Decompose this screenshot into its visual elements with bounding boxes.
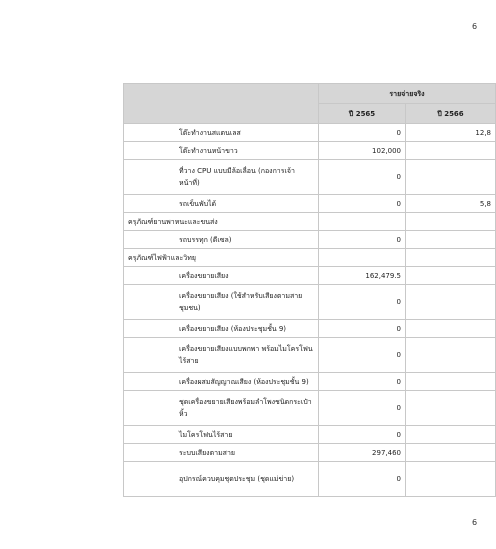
item-label: โต๊ะทำงานสแตนเลส — [124, 124, 319, 142]
table-row — [124, 195, 496, 213]
value-2565: 102,000 — [319, 142, 406, 160]
value-2566: 12,8 — [406, 124, 496, 142]
value-2565: 0 — [319, 426, 406, 444]
item-label: รถบรรทุก (ดีเซล) — [124, 231, 319, 249]
value-2566 — [406, 267, 496, 285]
item-label: อุปกรณ์ควบคุมชุดประชุม (ชุดแม่ข่าย) — [124, 462, 319, 497]
item-label: รถเข็นพับได้ — [124, 195, 319, 213]
value-2566 — [406, 142, 496, 160]
value-2566 — [406, 426, 496, 444]
item-label: ชุดเครื่องขยายเสียงพร้อมลำโพงชนิดกระเป๋าหิ้ว — [124, 391, 319, 426]
value-2565 — [319, 213, 406, 231]
expenditure-table — [123, 83, 496, 497]
value-2565: 0 — [319, 373, 406, 391]
value-2565: 0 — [319, 338, 406, 373]
value-2565 — [319, 249, 406, 267]
value-2566 — [406, 338, 496, 373]
table-row — [124, 124, 496, 142]
value-2566 — [406, 373, 496, 391]
value-2565: 0 — [319, 285, 406, 320]
value-2566: 5,8 — [406, 195, 496, 213]
item-label: โต๊ะทำงานหน้าขาว — [124, 142, 319, 160]
table-row — [124, 249, 496, 267]
value-2565: 162,479.5 — [319, 267, 406, 285]
value-2566 — [406, 391, 496, 426]
item-label: เครื่องขยายเสียงแบบพกพา พร้อมไมโครโฟนไร้สาย — [124, 338, 319, 373]
value-2565: 0 — [319, 195, 406, 213]
table-row — [124, 426, 496, 444]
table-row — [124, 231, 496, 249]
value-2565: 0 — [319, 124, 406, 142]
value-2566 — [406, 462, 496, 497]
value-2566 — [406, 320, 496, 338]
item-label: เครื่องขยายเสียง (ใช้สำหรับเสียงตามสายชุมชน) — [124, 285, 319, 320]
table-row — [124, 373, 496, 391]
header-year-2566: ปี 2566 — [406, 104, 496, 124]
table-row — [124, 338, 496, 373]
page-number-bottom: 6 — [472, 518, 478, 527]
header-year-2565: ปี 2565 — [319, 104, 406, 124]
value-2566 — [406, 285, 496, 320]
value-2565: 0 — [319, 462, 406, 497]
table-row — [124, 462, 496, 497]
item-label: ระบบเสียงตามสาย — [124, 444, 319, 462]
item-label: เครื่องผสมสัญญาณเสียง (ห้องประชุมชั้น 9) — [124, 373, 319, 391]
item-label: เครื่องขยายเสียง (ห้องประชุมชั้น 9) — [124, 320, 319, 338]
value-2566 — [406, 444, 496, 462]
table-row — [124, 391, 496, 426]
table-row — [124, 142, 496, 160]
value-2566 — [406, 231, 496, 249]
item-label: ที่วาง CPU แบบมีล้อเลื่อน (กองการเจ้าหน้าที่) — [124, 160, 319, 195]
value-2566 — [406, 249, 496, 267]
value-2565: 0 — [319, 231, 406, 249]
value-2565: 0 — [319, 320, 406, 338]
table-row — [124, 444, 496, 462]
table-row — [124, 267, 496, 285]
header-blank — [124, 84, 319, 124]
item-label: เครื่องขยายเสียง — [124, 267, 319, 285]
page-number-top: 6 — [472, 22, 478, 31]
value-2565: 297,460 — [319, 444, 406, 462]
header-actual-expenditure: รายจ่ายจริง — [319, 84, 496, 104]
value-2566 — [406, 213, 496, 231]
item-label: ไมโครโฟนไร้สาย — [124, 426, 319, 444]
table-row — [124, 285, 496, 320]
table-row — [124, 160, 496, 195]
table-row — [124, 320, 496, 338]
table-row — [124, 213, 496, 231]
value-2566 — [406, 160, 496, 195]
table-body — [124, 124, 496, 497]
value-2565: 0 — [319, 160, 406, 195]
value-2565: 0 — [319, 391, 406, 426]
category-label: ครุภัณฑ์ยานพาหนะและขนส่ง — [124, 213, 319, 231]
category-label: ครุภัณฑ์ไฟฟ้าและวิทยุ — [124, 249, 319, 267]
